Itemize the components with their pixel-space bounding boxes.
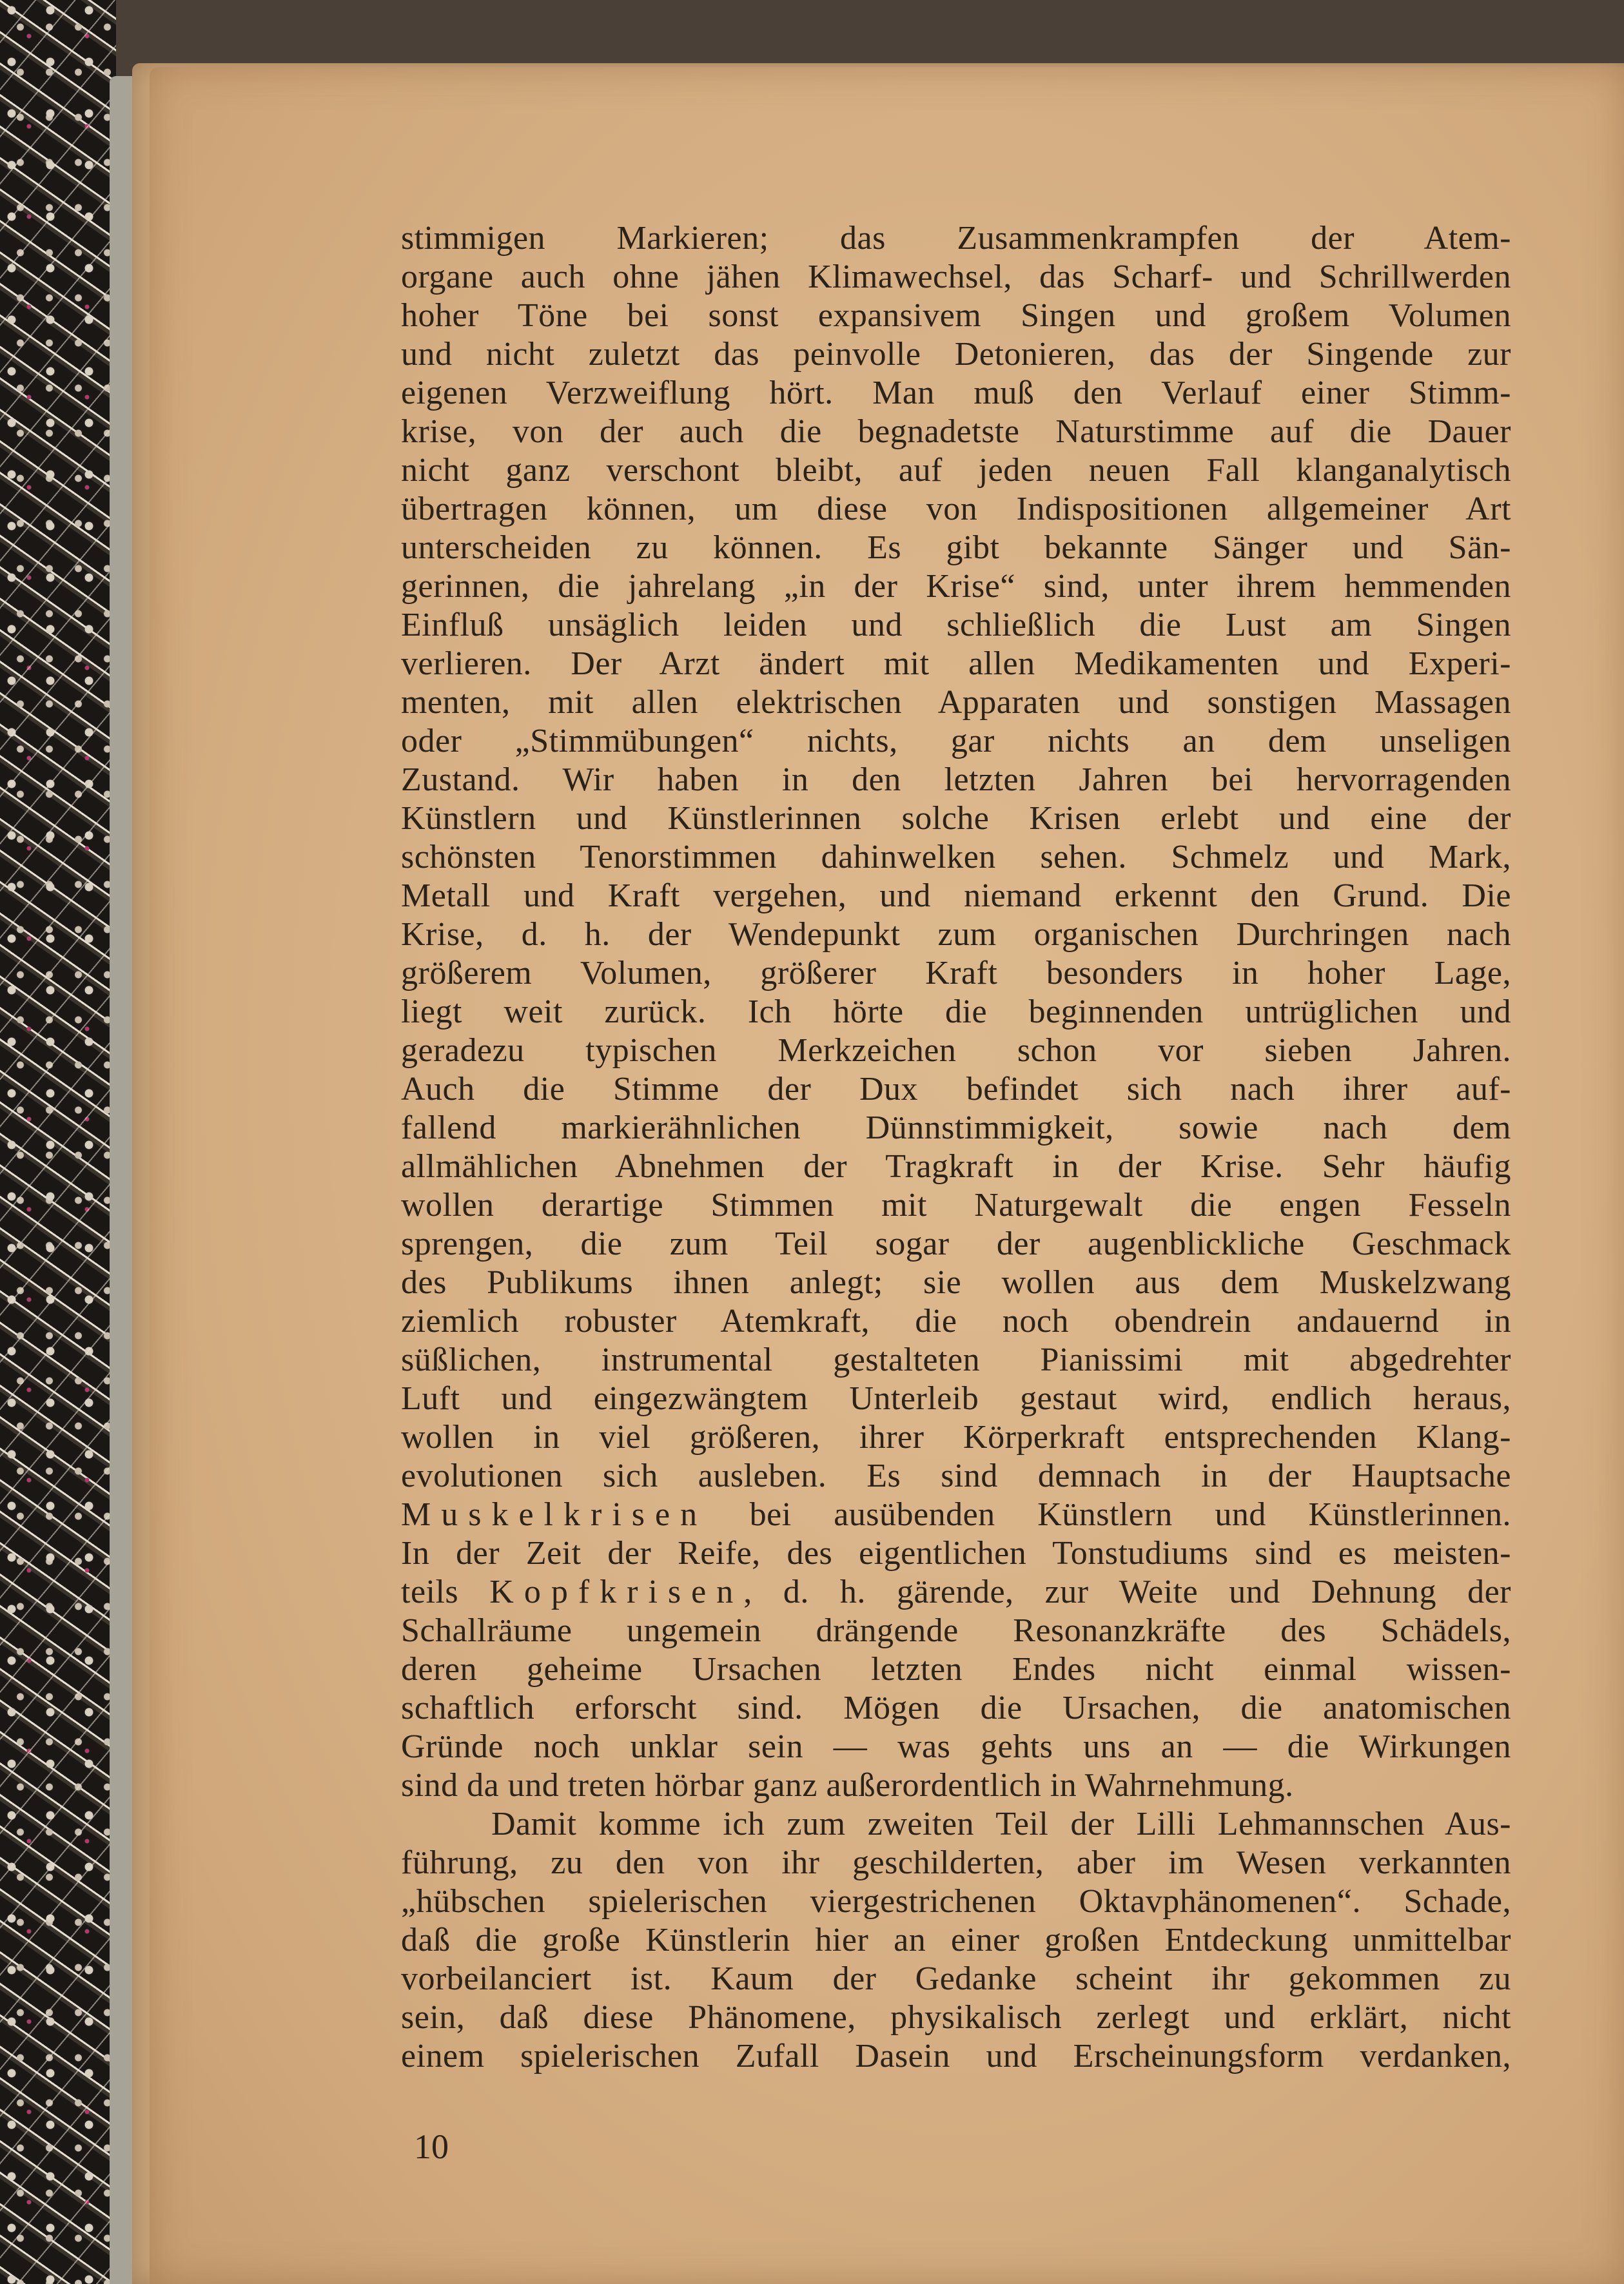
spaced-term-muskelkrisen: Muskelkrisen: [401, 1496, 708, 1533]
text-line: evolutionen sich ausleben. Es sind demnach in der Hauptsache: [401, 1458, 1511, 1494]
text-fragment: , d. h. gärende, zur Weite und Dehnung der: [743, 1574, 1511, 1610]
marbled-book-cover: [0, 0, 116, 2284]
text-line: deren geheime Ursachen letzten Endes nicht einmal wissen-: [401, 1651, 1511, 1688]
text-line: eigenen Verzweiflung hört. Man muß den Verlauf einer Stimm-: [401, 375, 1511, 411]
page-text-block: [401, 219, 1511, 2076]
paragraph-line: „hübschen spielerischen viergestrichenen Oktavphänomenen“. Schade,: [401, 1883, 1511, 1920]
text-line: Krise, d. h. der Wendepunkt zum organischen Durchringen nach: [401, 916, 1511, 953]
text-line: allmählichen Abnehmen der Tragkraft in der Krise. Sehr häufig: [401, 1148, 1511, 1185]
text-line: oder „Stimmübungen“ nichts, gar nichts an dem unseligen: [401, 723, 1511, 759]
text-line: Metall und Kraft vergehen, und niemand erkennt den Grund. Die: [401, 877, 1511, 914]
text-line: ziemlich robuster Atemkraft, die noch obendrein andauernd in: [401, 1303, 1511, 1340]
text-line: In der Zeit der Reife, des eigentlichen Tonstudiums sind es meisten-: [401, 1535, 1511, 1572]
text-line: gerinnen, die jahrelang „in der Krise“ sind, unter ihrem hemmenden: [401, 568, 1511, 605]
text-line: des Publikums ihnen anlegt; sie wollen aus dem Muskelzwang: [401, 1264, 1511, 1301]
text-line: Gründe noch unklar sein — was gehts uns an — die Wirkungen: [401, 1728, 1511, 1765]
text-line: organe auch ohne jähen Klimawechsel, das Scharf- und Schrillwerden: [401, 259, 1511, 295]
text-line-kopfkrisen: [401, 1573, 1511, 1612]
text-line: liegt weit zurück. Ich hörte die beginnenden untrüglichen und: [401, 993, 1511, 1030]
text-line: schönsten Tenorstimmen dahinwelken sehen. Schmelz und Mark,: [401, 839, 1511, 875]
text-line: Einfluß unsäglich leiden und schließlich die Lust am Singen: [401, 607, 1511, 643]
text-line: und nicht zuletzt das peinvolle Detonieren, das der Singende zur: [401, 336, 1511, 373]
text-line: hoher Töne bei sonst expansivem Singen und großem Volumen: [401, 297, 1511, 334]
text-line: sind da und treten hörbar ganz außerordentlich in Wahrnehmung.: [401, 1767, 1294, 1804]
text-fragment: bei ausübenden Künstlern und Künstlerinnen.: [707, 1496, 1511, 1533]
text-line: verlieren. Der Arzt ändert mit allen Medikamenten und Experi-: [401, 645, 1511, 682]
text-line: sprengen, die zum Teil sogar der augenblickliche Geschmack: [401, 1225, 1511, 1262]
text-fragment: teils: [401, 1574, 490, 1610]
spaced-term-kopfkrisen: Kopfkrisen: [489, 1574, 744, 1610]
text-line: stimmigen Markieren; das Zusammenkrampfen der Atem-: [401, 220, 1511, 257]
text-line: Zustand. Wir haben in den letzten Jahren bei hervorragenden: [401, 761, 1511, 798]
paragraph-line: einem spielerischen Zufall Dasein und Erscheinungsform verdanken,: [401, 2038, 1511, 2074]
paragraph-line: daß die große Künstlerin hier an einer großen Entdeckung unmittelbar: [401, 1922, 1511, 1958]
text-line: geradezu typischen Merkzeichen schon vor sieben Jahren.: [401, 1032, 1511, 1069]
paragraph-line: sein, daß diese Phänomene, physikalisch zerlegt und erklärt, nicht: [401, 1999, 1511, 2036]
text-line: schaftlich erforscht sind. Mögen die Ursachen, die anatomischen: [401, 1690, 1511, 1726]
text-line: Auch die Stimme der Dux befindet sich nach ihrer auf-: [401, 1071, 1511, 1108]
text-line: wollen derartige Stimmen mit Naturgewalt die engen Fesseln: [401, 1187, 1511, 1224]
page-number: 10: [414, 2127, 449, 2166]
text-line: fallend markierähnlichen Dünnstimmigkeit, sowie nach dem: [401, 1109, 1511, 1146]
paragraph-line: vorbeilanciert ist. Kaum der Gedanke scheint ihr gekommen zu: [401, 1960, 1511, 1997]
text-line: wollen in viel größeren, ihrer Körperkraft entsprechenden Klang-: [401, 1419, 1511, 1456]
text-line: unterscheiden zu können. Es gibt bekannte Sänger und Sän-: [401, 529, 1511, 566]
text-line: menten, mit allen elektrischen Apparaten und sonstigen Massagen: [401, 684, 1511, 721]
paragraph-line: führung, zu den von ihr geschilderten, aber im Wesen verkannten: [401, 1844, 1511, 1881]
text-line: Luft und eingezwängtem Unterleib gestaut wird, endlich heraus,: [401, 1380, 1511, 1417]
text-line: süßlichen, instrumental gestalteten Pianissimi mit abgedrehter: [401, 1342, 1511, 1378]
text-line-muskelkrisen: [401, 1496, 1511, 1534]
paragraph-line: Damit komme ich zum zweiten Teil der Lilli Lehmannschen Aus-: [491, 1806, 1511, 1842]
text-line: krise, von der auch die begnadetste Naturstimme auf die Dauer: [401, 413, 1511, 450]
text-line: Schallräume ungemein drängende Resonanzkräfte des Schädels,: [401, 1612, 1511, 1649]
text-line: Künstlern und Künstlerinnen solche Krisen erlebt und eine der: [401, 800, 1511, 837]
text-line: nicht ganz verschont bleibt, auf jeden neuen Fall klanganalytisch: [401, 452, 1511, 489]
text-line: größerem Volumen, größerer Kraft besonders in hoher Lage,: [401, 955, 1511, 991]
text-line: übertragen können, um diese von Indispositionen allgemeiner Art: [401, 491, 1511, 527]
